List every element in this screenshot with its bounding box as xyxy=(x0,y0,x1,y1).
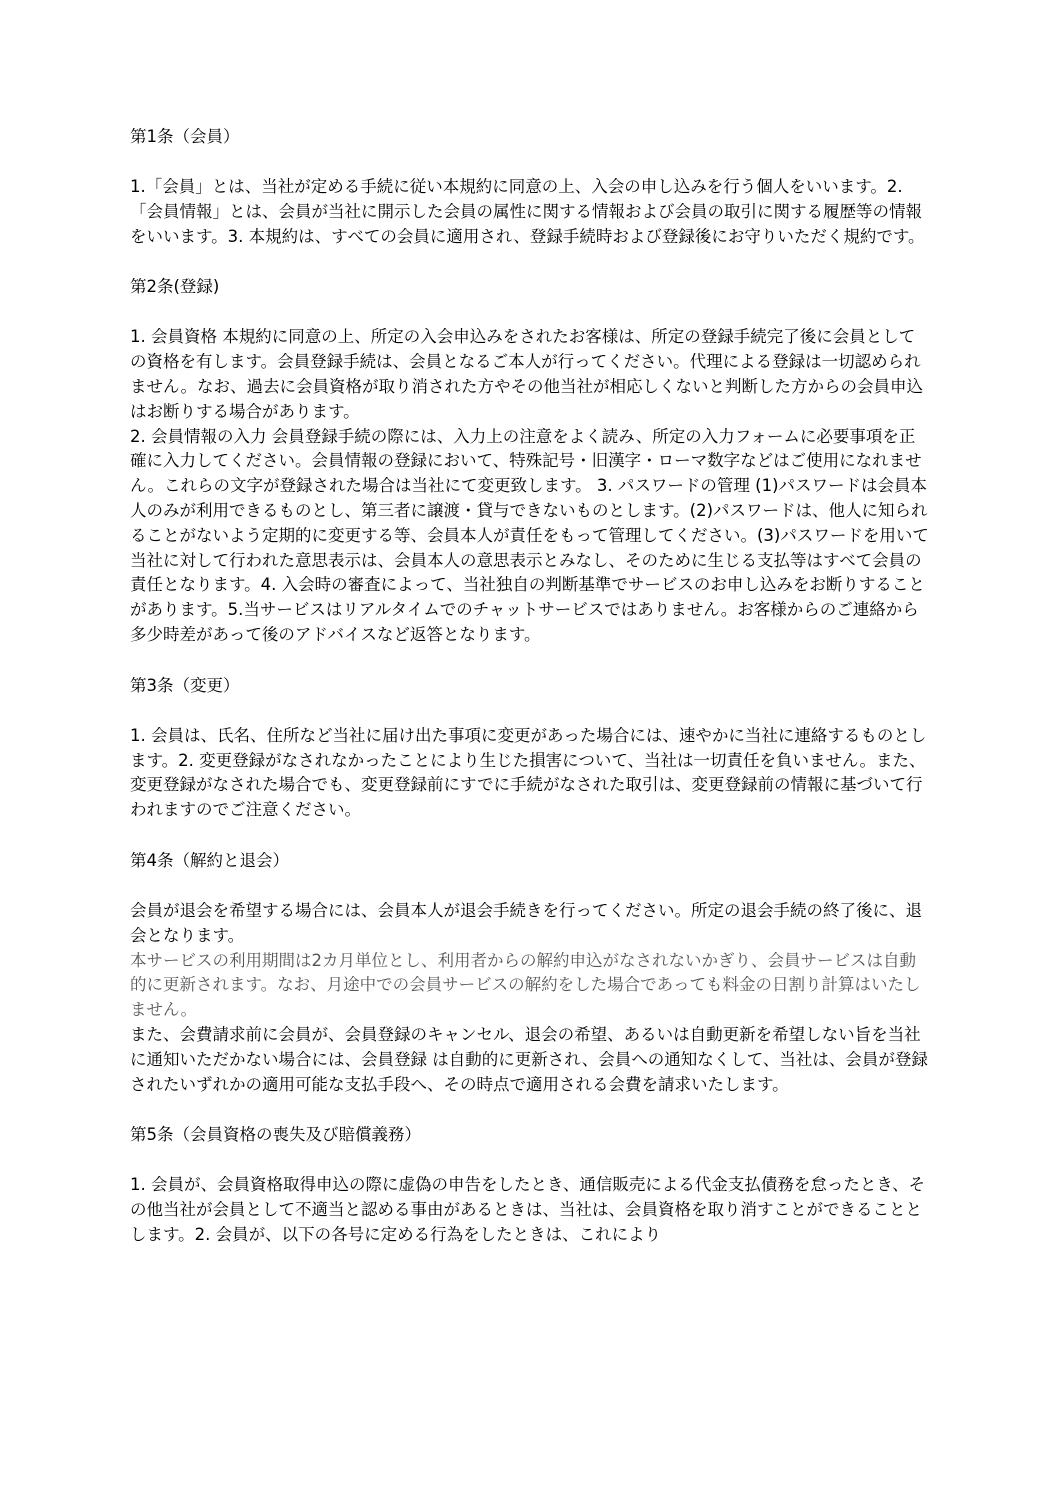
article-4 xyxy=(130,847,930,1097)
article-paragraph: 2. 会員情報の入力 会員登録手続の際には、入力上の注意をよく読み、所定の入力フォームに必要事項を正確に入力してください。会員情報の登録において、特殊記号・旧漢字・ローマ数字などはご使用になれません。これらの文字が登録された場合は当社にて変更致します。 3. パスワードの管理 (1)パスワードは会員本人のみが利用できるものとし、第三者に譲渡・貸与できないものとします。(2)パスワードは、他人に知られることがないよう定期的に変更する等、会員本人が責任をもって管理してください。(3)パスワードを用いて当社に対して行われた意思表示は、会員本人の意思表示とみなし、そのために生じる支払等はすべて会員の責任となります。4. 入会時の審査によって、当社独自の判断基準でサービスのお申し込みをお断りすることがあります。5.当サービスはリアルタイムでのチャットサービスではありません。お客様からのご連絡から多少時差があって後のアドバイスなど返答となります。 xyxy=(130,426,929,644)
article-paragraph-muted: 本サービスの利用期間は2カ月単位とし、利用者からの解約申込がなされないかぎり、会員サービスは自動的に更新されます。なお、月途中での会員サービスの解約をした場合であっても料金の日割り計算はいたしません。 xyxy=(130,950,921,1020)
article-heading: 第1条（会員） xyxy=(130,127,240,146)
article-paragraph: 1.「会員」とは、当社が定める手続に従い本規約に同意の上、入会の申し込みを行う個人をいいます。2.「会員情報」とは、会員が当社に開示した会員の属性に関する情報および会員の取引に関する履歴等の情報をいいます。3. 本規約は、すべての会員に適用され、登録手続時および登録後にお守りいただく規約です。 xyxy=(130,177,925,246)
article-paragraph: 会員が退会を希望する場合には、会員本人が退会手続きを行ってください。所定の退会手続の終了後に、退会となります。 xyxy=(130,900,922,945)
article-heading: 第5条（会員資格の喪失及び賠償義務） xyxy=(130,1125,421,1145)
article-heading: 第4条（解約と退会） xyxy=(130,850,289,870)
article-5 xyxy=(130,1121,930,1247)
article-2 xyxy=(130,273,930,647)
article-heading: 第3条（変更） xyxy=(130,675,240,695)
terms-document xyxy=(130,123,930,1248)
article-paragraph: また、会費請求前に会員が、会員登録のキャンセル、退会の希望、あるいは自動更新を希望しない旨を当社に通知いただかない場合には、会員登録 は自動的に更新され、会員への通知なくして、当社は、会員が登録されたいずれかの適用可能な支払手段へ、その時点で適用される会費を請求いたします。 xyxy=(130,1024,928,1094)
article-heading: 第2条(登録) xyxy=(130,277,220,297)
article-1 xyxy=(130,123,930,249)
article-paragraph: 1. 会員は、氏名、住所など当社に届け出た事項に変更があった場合には、速やかに当社に連絡するものとします。2. 変更登録がなされなかったことにより生じた損害について、当社は一切責任を負いません。また、変更登録がなされた場合でも、変更登録前にすでに手続がなされた取引は、変更登録前の情報に基づいて行われますのでご注意ください。 xyxy=(130,725,927,820)
article-paragraph: 1. 会員資格 本規約に同意の上、所定の入会申込みをされたお客様は、所定の登録手続完了後に会員としての資格を有します。会員登録手続は、会員となるご本人が行ってください。代理による登録は一切認められません。なお、過去に会員資格が取り消された方やその他当社が相応しくないと判断した方からの会員申込はお断りする場合があります。 xyxy=(130,327,923,421)
article-3 xyxy=(130,672,930,823)
article-paragraph: 1. 会員が、会員資格取得申込の際に虚偽の申告をしたとき、通信販売による代金支払債務を怠ったとき、その他当社が会員として不適当と認める事由があるときは、当社は、会員資格を取り消すことができることとします。2. 会員が、以下の各号に定める行為をしたときは、これにより xyxy=(130,1175,926,1244)
